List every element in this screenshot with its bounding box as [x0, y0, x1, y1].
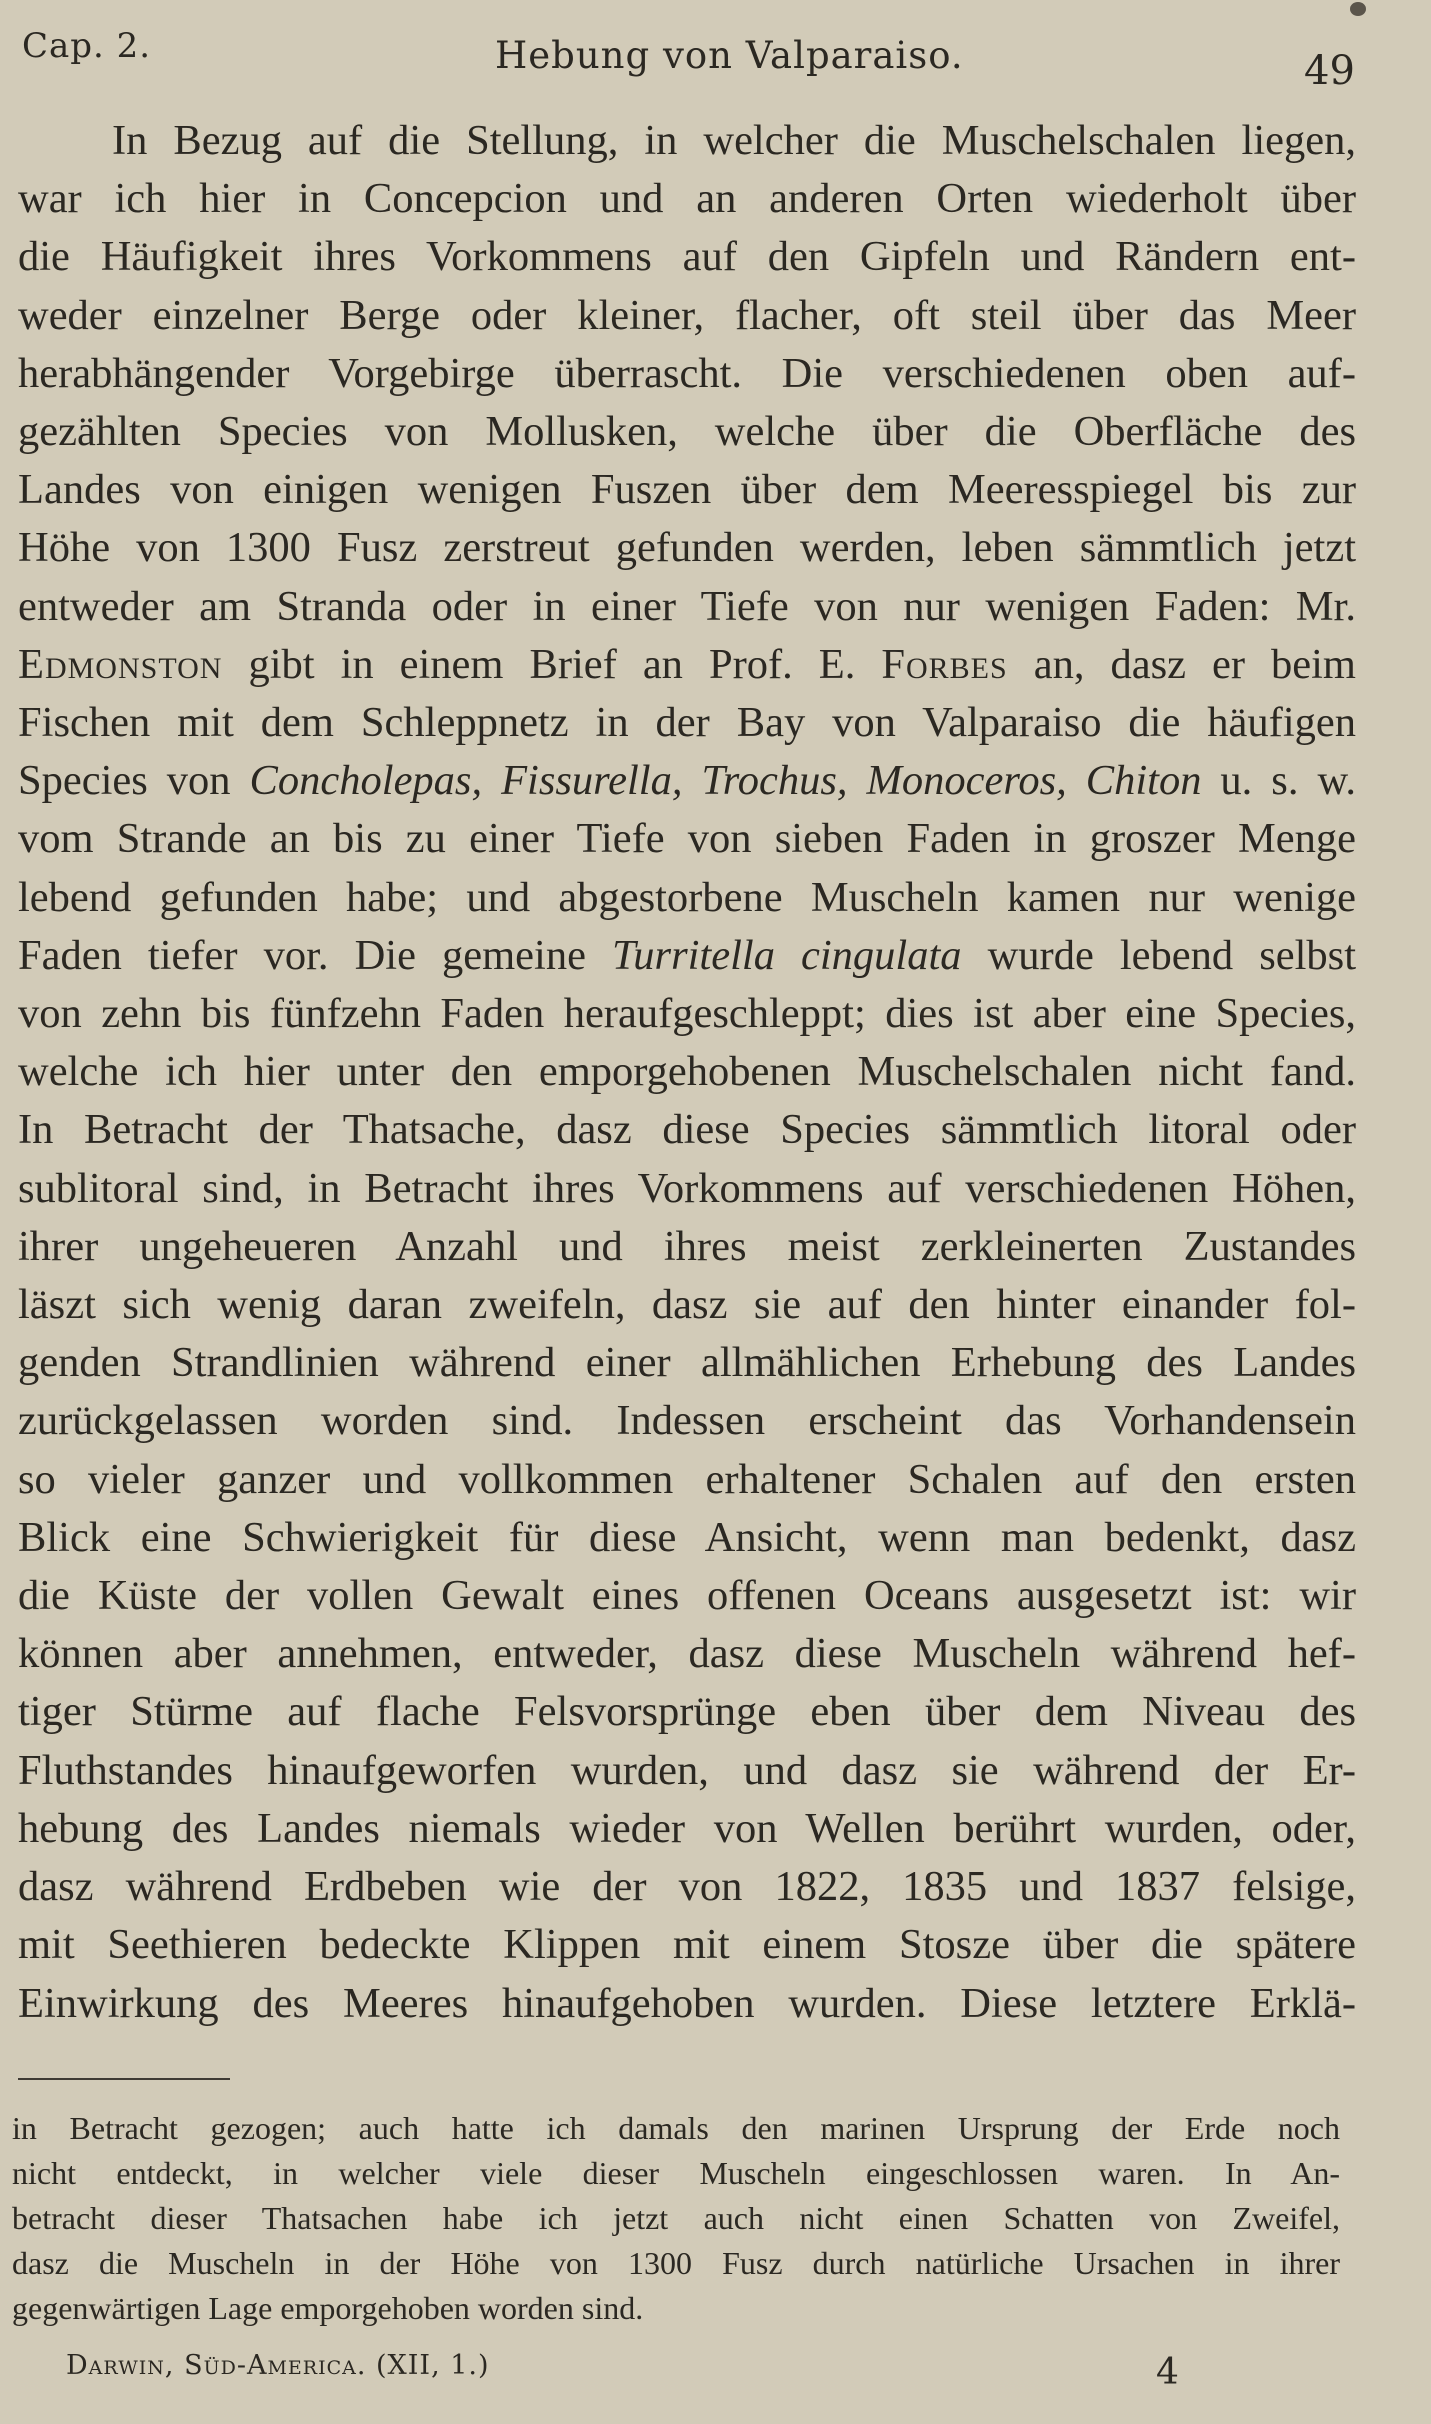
author-name-forbes: Forbes — [881, 640, 1008, 688]
text-segment: Faden tiefer vor. Die gemeine — [18, 931, 612, 979]
footnote-line: gegenwärtigen Lage emporgehoben worden sind. — [12, 2290, 644, 2326]
text-line: lebend gefunden habe; und abgestorbene Muscheln kamen nur wenige — [18, 873, 1356, 921]
text-line: sublitoral sind, in Betracht ihres Vorkommens auf verschiedenen Höhen, — [18, 1164, 1356, 1212]
text-line: genden Strandlinien während einer allmählichen Erhebung des Landes — [18, 1339, 1356, 1387]
text-line: Blick eine Schwierigkeit für diese Ansicht, wenn man bedenkt, dasz — [18, 1513, 1356, 1561]
footnote-line: betracht dieser Thatsachen habe ich jetzt auch nicht einen Schatten von Zweifel, — [12, 2200, 1340, 2236]
text-segment: gibt in einem Brief an Prof. E. — [222, 640, 882, 688]
text-line: In Bezug auf die Stellung, in welcher die Muschelschalen liegen, — [112, 117, 1356, 164]
page-number: 49 — [1304, 48, 1355, 94]
footnote-line: nicht entdeckt, in welcher viele dieser Muscheln eingeschlossen waren. In An- — [12, 2155, 1340, 2191]
text-line: Höhe von 1300 Fusz zerstreut gefunden werden, leben sämmtlich jetzt — [18, 524, 1356, 572]
text-segment: Species von — [18, 757, 250, 805]
text-line: so vieler ganzer und vollkommen erhaltener Schalen auf den ersten — [18, 1455, 1356, 1503]
text-line: dasz während Erdbeben wie der von 1822, 1835 und 1837 felsige, — [18, 1863, 1356, 1911]
text-line: vom Strande an bis zu einer Tiefe von sieben Faden in groszer Menge — [18, 815, 1356, 863]
text-line: die Häufigkeit ihres Vorkommens auf den Gipfeln und Rändern ent- — [18, 233, 1356, 281]
footnote — [12, 2106, 1340, 2331]
species-name-italic: Turritella cingulata — [612, 931, 962, 979]
text-line — [18, 636, 1356, 694]
text-segment: an, dasz er beim — [1007, 640, 1356, 688]
footnote-line: in Betracht gezogen; auch hatte ich damals den marinen Ursprung der Erde noch — [12, 2110, 1340, 2146]
text-line: herabhängender Vorgebirge überrascht. Die verschiedenen oben auf- — [18, 349, 1356, 397]
main-text — [18, 112, 1356, 2033]
species-names-italic: Concholepas, Fissurella, Trochus, Monoceros, Chiton — [249, 757, 1202, 805]
text-line: war ich hier in Concepcion und an anderen Orten wiederholt über — [18, 175, 1356, 223]
footnote-line: dasz die Muscheln in der Höhe von 1300 Fusz durch natürliche Ursachen in ihrer — [12, 2245, 1340, 2281]
author-name-edmonston: Edmonston — [18, 640, 223, 688]
page-header — [0, 0, 1431, 110]
text-line: können aber annehmen, entweder, dasz diese Muscheln während hef- — [18, 1630, 1356, 1678]
text-segment: wurde lebend selbst — [961, 931, 1356, 979]
text-line: Fischen mit dem Schleppnetz in der Bay von Valparaiso die häufigen — [18, 699, 1356, 747]
text-line: zurückgelassen worden sind. Indessen erscheint das Vorhandensein — [18, 1397, 1356, 1445]
text-line: gezählten Species von Mollusken, welche über die Oberfläche des — [18, 408, 1356, 456]
text-line: In Betracht der Thatsache, dasz diese Species sämmtlich litoral oder — [18, 1106, 1356, 1154]
running-title: Hebung von Valparaiso. — [495, 34, 964, 77]
text-line: entweder am Stranda oder in einer Tiefe von nur wenigen Faden: Mr. — [18, 582, 1356, 630]
text-line: von zehn bis fünfzehn Faden heraufgeschleppt; dies ist aber eine Species, — [18, 990, 1356, 1038]
text-line: mit Seethieren bedeckte Klippen mit einem Stosze über die spätere — [18, 1921, 1356, 1969]
source-note: Darwin, Süd-America. (XII, 1.) — [66, 2350, 490, 2381]
signature-mark: 4 — [1156, 2352, 1179, 2393]
text-line: weder einzelner Berge oder kleiner, flacher, oft steil über das Meer — [18, 291, 1356, 339]
chapter-label: Cap. 2. — [22, 26, 152, 66]
text-line: die Küste der vollen Gewalt eines offenen Oceans ausgesetzt ist: wir — [18, 1572, 1356, 1620]
text-line — [18, 927, 1356, 985]
text-line: hebung des Landes niemals wieder von Wellen berührt wurden, oder, — [18, 1804, 1356, 1852]
text-line: tiger Stürme auf flache Felsvorsprünge eben über dem Niveau des — [18, 1688, 1356, 1736]
text-line: welche ich hier unter den emporgehobenen Muschelschalen nicht fand. — [18, 1048, 1356, 1096]
paragraph — [18, 112, 1356, 2033]
text-line — [18, 752, 1356, 810]
text-line: ihrer ungeheueren Anzahl und ihres meist zerkleinerten Zustandes — [18, 1222, 1356, 1270]
footnote-divider — [18, 2078, 230, 2080]
text-line: Einwirkung des Meeres hinaufgehoben wurden. Diese letztere Erklä- — [18, 1979, 1356, 2027]
text-line: läszt sich wenig daran zweifeln, dasz sie auf den hinter einander fol- — [18, 1281, 1356, 1329]
text-line: Landes von einigen wenigen Fuszen über dem Meeresspiegel bis zur — [18, 466, 1356, 514]
ink-spot — [1350, 2, 1366, 16]
page-footer — [0, 2330, 1431, 2400]
text-segment: u. s. w. — [1201, 757, 1356, 805]
text-line: Fluthstandes hinaufgeworfen wurden, und dasz sie während der Er- — [18, 1746, 1356, 1794]
